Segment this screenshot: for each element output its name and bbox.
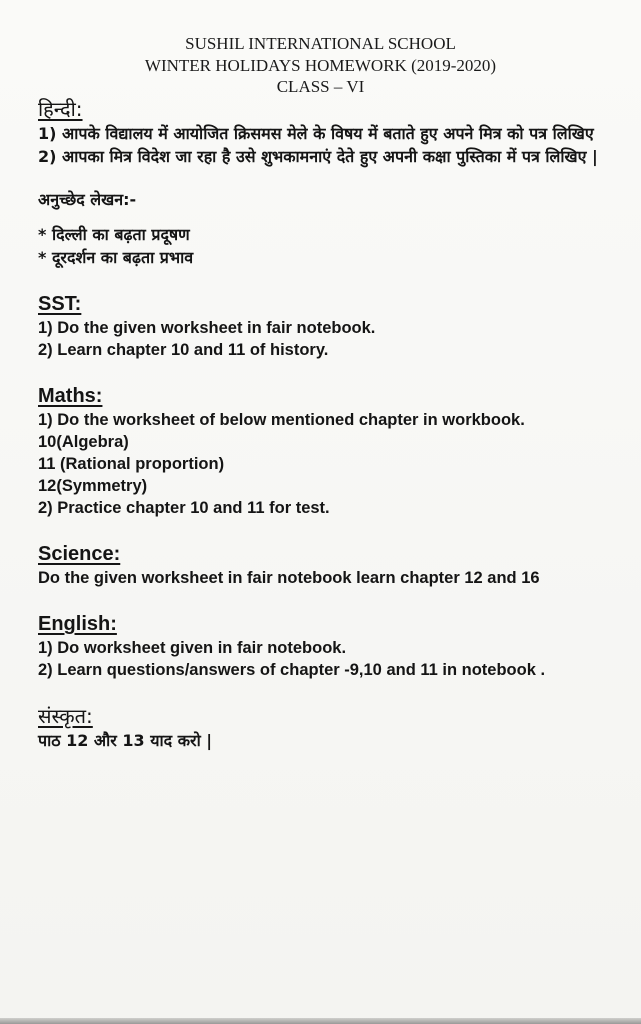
maths-item-3: 11 (Rational proportion) xyxy=(38,455,225,473)
paragraph-writing-heading: अनुच्छेद लेखन:- xyxy=(38,190,137,209)
hindi-heading: हिन्दी: xyxy=(38,97,83,121)
sanskrit-heading: संस्कृत: xyxy=(38,704,93,728)
sst-heading: SST: xyxy=(38,293,82,315)
maths-heading: Maths: xyxy=(38,385,103,407)
sanskrit-item-1: पाठ 12 और 13 याद करो | xyxy=(38,731,213,750)
english-item-2: 2) Learn questions/answers of chapter -9,10 and 11 in notebook . xyxy=(38,661,546,679)
class-label: CLASS – VI xyxy=(276,77,365,96)
hindi-item-2: 2) आपका मित्र विदेश जा रहा है उसे शुभकामनाएं देते हुए अपनी कक्षा पुस्तिका में पत्र लिखिए | xyxy=(38,147,598,166)
school-name: SUSHIL INTERNATIONAL SCHOOL xyxy=(185,34,456,53)
english-item-1: 1) Do worksheet given in fair notebook. xyxy=(38,639,347,657)
document-header xyxy=(0,33,641,98)
sst-item-2: 2) Learn chapter 10 and 11 of history. xyxy=(38,341,329,359)
homework-content xyxy=(38,96,608,752)
homework-title: WINTER HOLIDAYS HOMEWORK (2019-2020) xyxy=(144,55,497,75)
english-heading: English: xyxy=(38,613,117,635)
maths-item-1: 1) Do the worksheet of below mentioned chapter in workbook. xyxy=(38,411,525,429)
paragraph-topic-1: * दिल्ली का बढ़ता प्रदूषण xyxy=(38,225,190,244)
paragraph-topic-2: * दूरदर्शन का बढ़ता प्रभाव xyxy=(38,248,194,267)
science-heading: Science: xyxy=(38,543,121,565)
maths-item-2: 10(Algebra) xyxy=(38,433,129,451)
science-item-1: Do the given worksheet in fair notebook learn chapter 12 and 16 xyxy=(38,569,540,587)
sst-item-1: 1) Do the given worksheet in fair notebook. xyxy=(38,319,376,337)
hindi-item-1: 1) आपके विद्यालय में आयोजित क्रिसमस मेले के विषय में बताते हुए अपने मित्र को पत्र लिखिए xyxy=(38,124,594,143)
maths-item-4: 12(Symmetry) xyxy=(38,477,148,495)
page-bottom-edge xyxy=(0,1018,641,1024)
maths-item-5: 2) Practice chapter 10 and 11 for test. xyxy=(38,499,330,517)
